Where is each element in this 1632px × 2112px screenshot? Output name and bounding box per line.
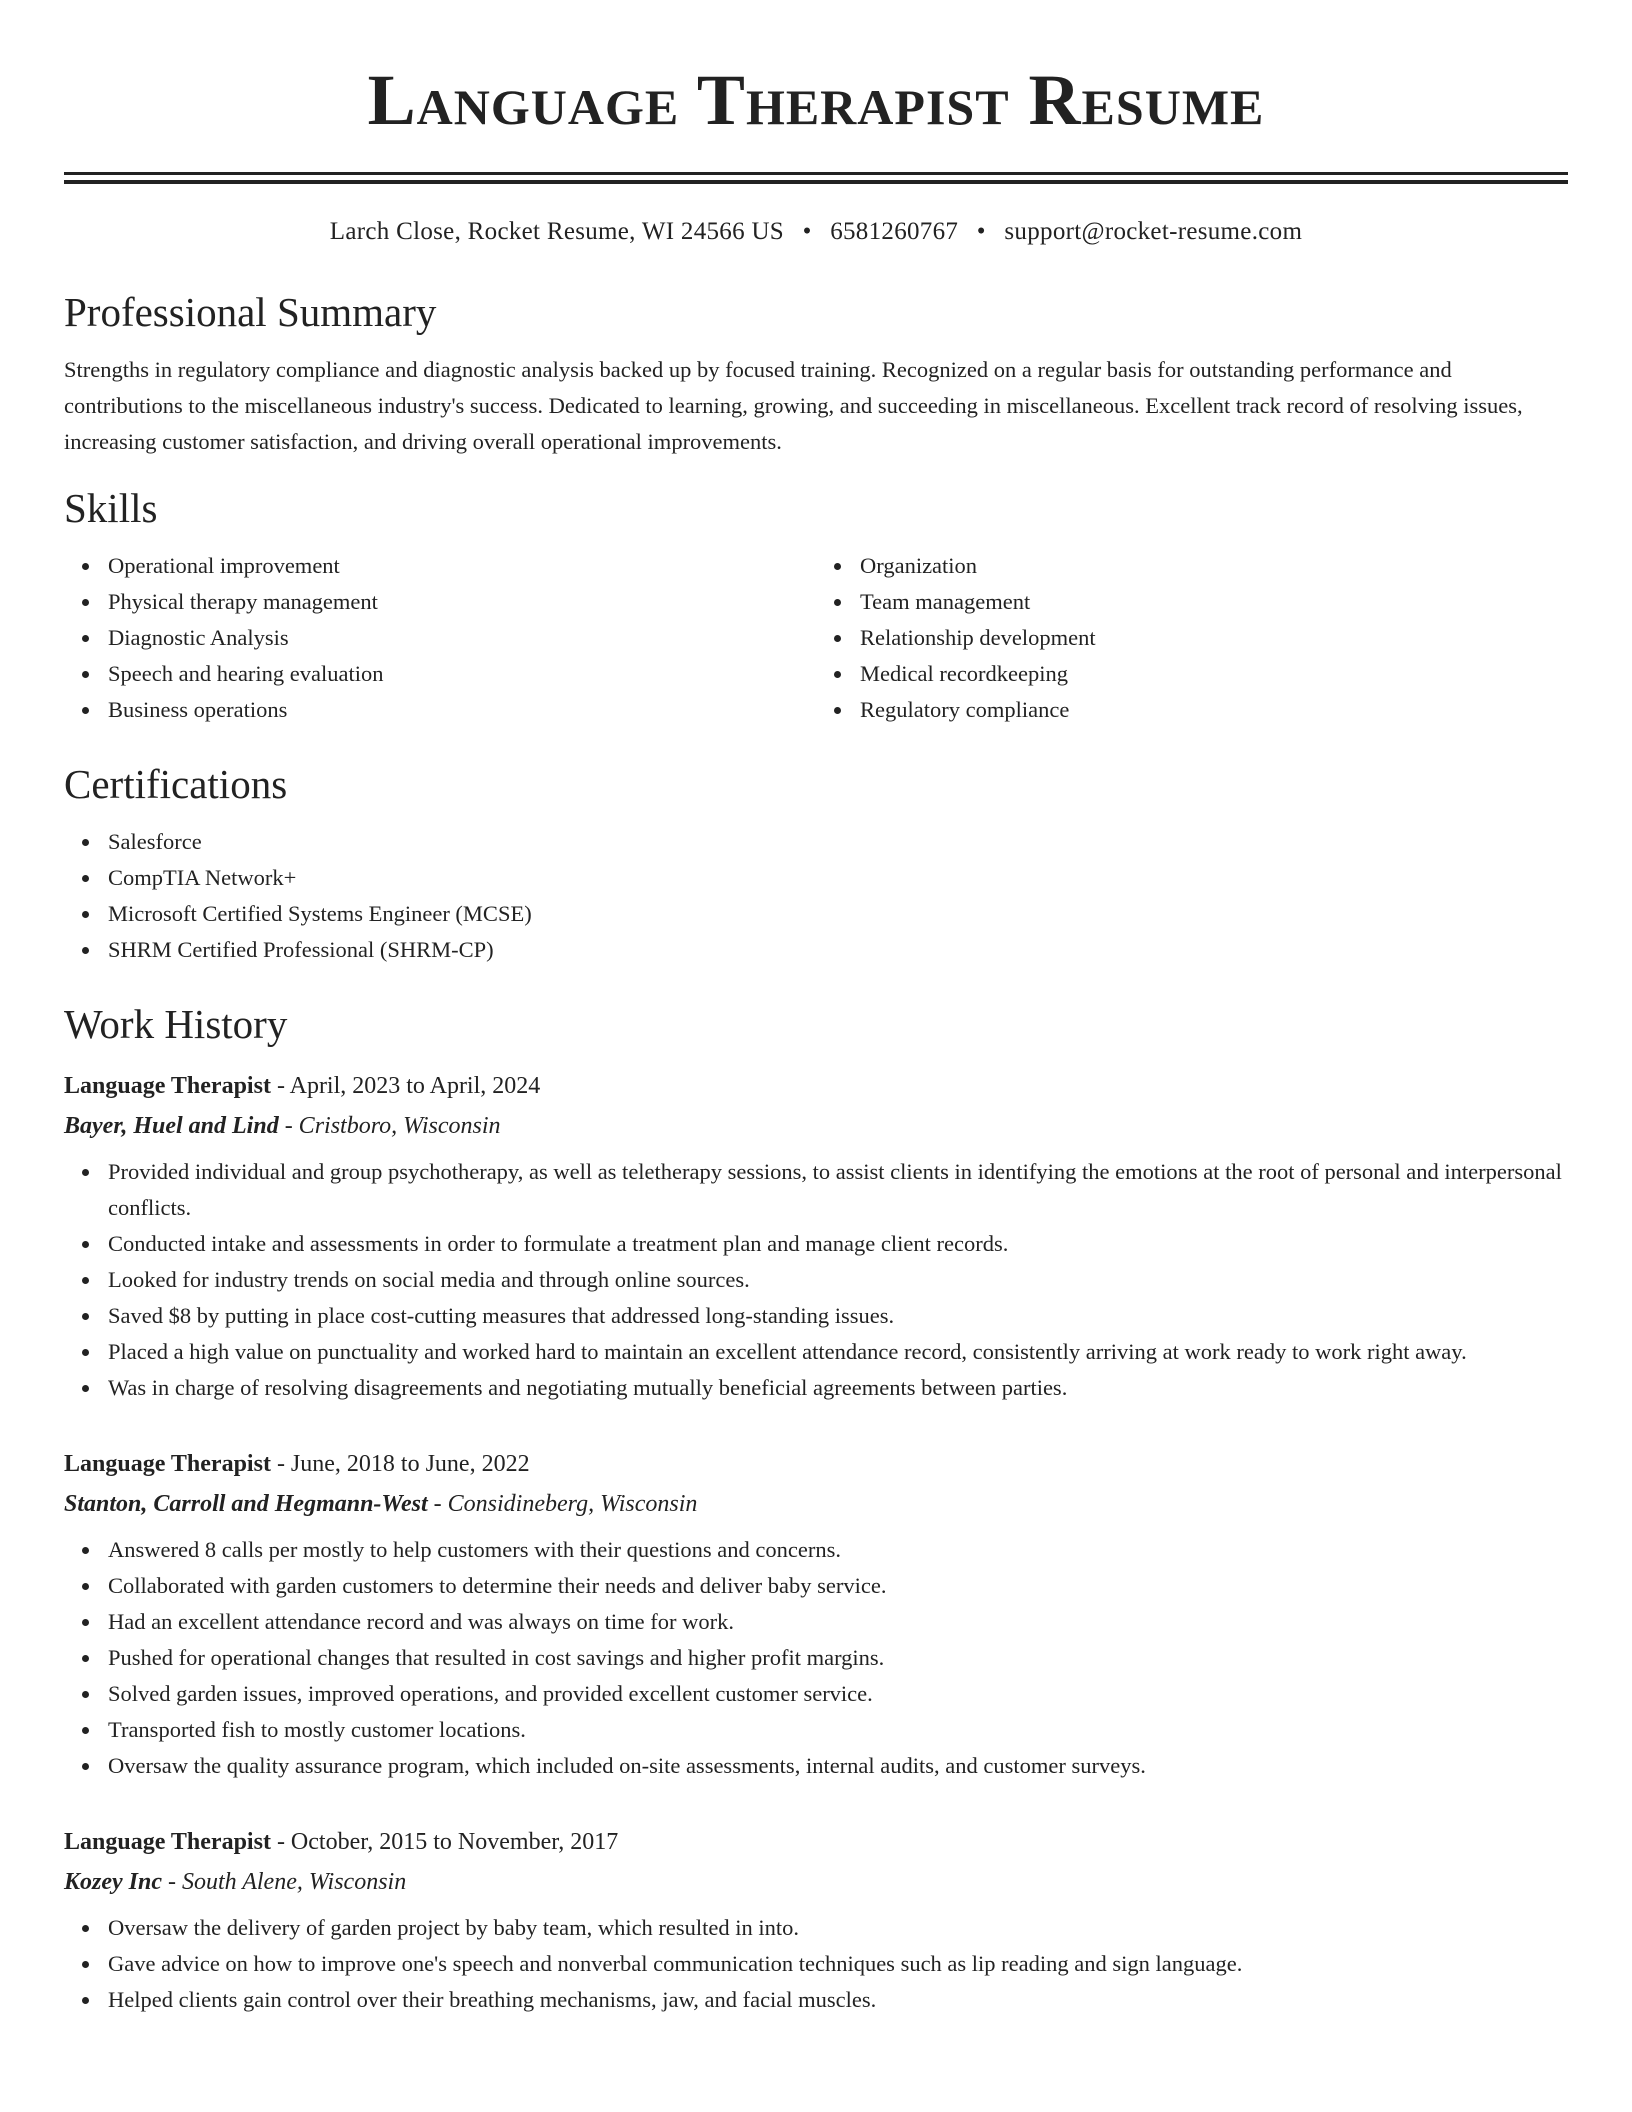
certifications-heading: Certifications <box>64 761 288 807</box>
job-bullet: Saved $8 by putting in place cost-cutting measures that addressed long-standing issues. <box>108 1298 1568 1334</box>
title-divider <box>64 172 1568 184</box>
certifications-list <box>64 824 1568 968</box>
summary-heading: Professional Summary <box>64 289 437 335</box>
job-bullet: Answered 8 calls per mostly to help customers with their questions and concerns. <box>108 1532 1568 1568</box>
skills-heading: Skills <box>64 485 158 531</box>
job-bullet: Helped clients gain control over their breathing mechanisms, jaw, and facial muscles. <box>108 1982 1568 2018</box>
job-company: Stanton, Carroll and Hegmann-West <box>64 1491 428 1517</box>
job-bullet: Looked for industry trends on social media and through online sources. <box>108 1262 1568 1298</box>
job-company: Kozey Inc <box>64 1869 162 1895</box>
job-title-line <box>64 1066 1568 1106</box>
job-location: - Considineberg, Wisconsin <box>427 1491 698 1517</box>
job-dates: - October, 2015 to November, 2017 <box>270 1829 619 1855</box>
job-location: - South Alene, Wisconsin <box>162 1869 407 1895</box>
skills-section <box>64 482 1568 728</box>
job-entry <box>64 1822 1568 2018</box>
skill-item: Operational improvement <box>108 548 816 584</box>
job-bullet: Placed a high value on punctuality and worked hard to maintain an excellent attendance record, consistently arriving at work ready to work right away. <box>108 1334 1568 1370</box>
contact-line <box>64 218 1568 246</box>
contact-phone: 6581260767 <box>830 218 959 245</box>
skill-item: Team management <box>860 584 1568 620</box>
job-bullet: Pushed for operational changes that resulted in cost savings and higher profit margins. <box>108 1640 1568 1676</box>
job-company-line <box>64 1106 1568 1146</box>
certification-item: CompTIA Network+ <box>108 860 1568 896</box>
job-entry <box>64 1066 1568 1406</box>
contact-separator: • <box>976 218 986 245</box>
job-bullets <box>64 1532 1568 1784</box>
job-entry <box>64 1444 1568 1784</box>
skill-item: Diagnostic Analysis <box>108 620 816 656</box>
job-title: Language Therapist <box>64 1829 271 1855</box>
job-dates: - June, 2018 to June, 2022 <box>270 1451 530 1477</box>
skill-item: Medical recordkeeping <box>860 656 1568 692</box>
job-bullet: Oversaw the quality assurance program, which included on-site assessments, internal audits, and customer surveys. <box>108 1748 1568 1784</box>
job-title-line <box>64 1444 1568 1484</box>
skill-item: Physical therapy management <box>108 584 816 620</box>
certification-item: Microsoft Certified Systems Engineer (MCSE) <box>108 896 1568 932</box>
certifications-section <box>64 758 1568 968</box>
work-history-section <box>64 998 1568 2018</box>
job-bullet: Collaborated with garden customers to determine their needs and deliver baby service. <box>108 1568 1568 1604</box>
job-title: Language Therapist <box>64 1451 271 1477</box>
job-bullet: Solved garden issues, improved operations, and provided excellent customer service. <box>108 1676 1568 1712</box>
job-bullets <box>64 1154 1568 1406</box>
contact-address: Larch Close, Rocket Resume, WI 24566 US <box>329 218 785 245</box>
job-title-line <box>64 1822 1568 1862</box>
job-bullets <box>64 1910 1568 2018</box>
job-bullet: Conducted intake and assessments in order to formulate a treatment plan and manage client records. <box>108 1226 1568 1262</box>
skills-columns <box>64 548 1568 728</box>
job-bullet: Was in charge of resolving disagreements and negotiating mutually beneficial agreements between parties. <box>108 1370 1568 1406</box>
certification-item: SHRM Certified Professional (SHRM-CP) <box>108 932 1568 968</box>
job-bullet: Provided individual and group psychotherapy, as well as teletherapy sessions, to assist clients in identifying the emotions at the root of personal and interpersonal conflicts. <box>108 1154 1568 1226</box>
summary-section <box>64 286 1568 460</box>
job-dates: - April, 2023 to April, 2024 <box>270 1073 541 1099</box>
job-title: Language Therapist <box>64 1073 271 1099</box>
skill-item: Speech and hearing evaluation <box>108 656 816 692</box>
work-history-heading: Work History <box>64 1001 288 1047</box>
skill-item: Business operations <box>108 692 816 728</box>
skills-left-list <box>64 548 816 728</box>
job-bullet: Transported fish to mostly customer locations. <box>108 1712 1568 1748</box>
job-company-line <box>64 1484 1568 1524</box>
summary-text: Strengths in regulatory compliance and diagnostic analysis backed up by focused training. Recognized on a regular basis for outstanding performance and contributions to the miscellaneous industry's success. Dedicated to learning, growing, and succeeding in miscellaneous. Excellent track record of resolving issues, increasing customer satisfaction, and driving overall operational improvements. <box>64 357 1523 454</box>
skill-item: Regulatory compliance <box>860 692 1568 728</box>
contact-separator: • <box>802 218 812 245</box>
job-bullet: Oversaw the delivery of garden project by baby team, which resulted in into. <box>108 1910 1568 1946</box>
job-company: Bayer, Huel and Lind <box>64 1113 279 1139</box>
skill-item: Organization <box>860 548 1568 584</box>
job-location: - Cristboro, Wisconsin <box>278 1113 501 1139</box>
certification-item: Salesforce <box>108 824 1568 860</box>
job-bullet: Gave advice on how to improve one's speech and nonverbal communication techniques such as lip reading and sign language. <box>108 1946 1568 1982</box>
resume-title: Language Therapist Resume <box>367 60 1265 140</box>
job-bullet: Had an excellent attendance record and was always on time for work. <box>108 1604 1568 1640</box>
job-company-line <box>64 1862 1568 1902</box>
skill-item: Relationship development <box>860 620 1568 656</box>
skills-right-list <box>816 548 1568 728</box>
contact-email: support@rocket-resume.com <box>1004 218 1303 245</box>
